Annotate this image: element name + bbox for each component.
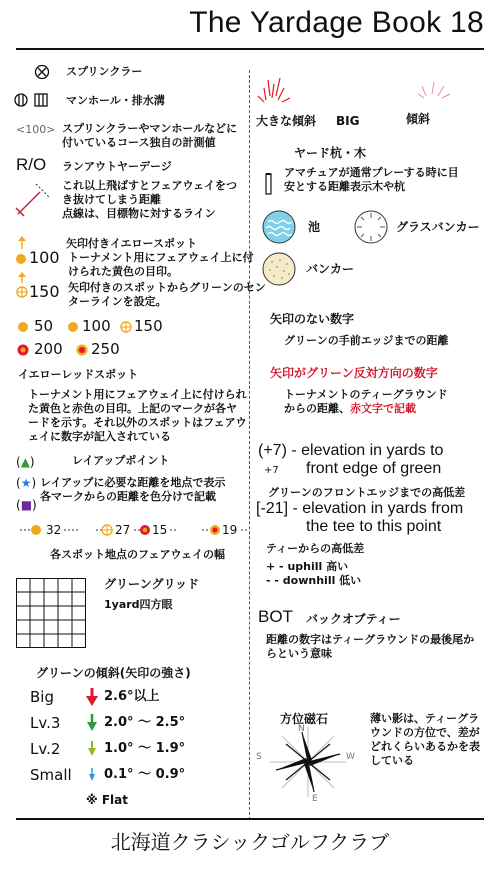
elevation-tee-line-2: the tee to this point <box>306 518 442 535</box>
yr-desc-4: ェイに数字が記入されている <box>28 430 171 443</box>
compass-w: W <box>346 752 355 762</box>
slope-small-name: Small <box>30 766 72 784</box>
arrow-100-label: 100 <box>29 248 60 267</box>
spot-150-label: 150 <box>134 317 163 335</box>
pond-icon <box>262 210 296 244</box>
yellow-red-title: イエローレッドスポット <box>18 368 139 381</box>
ro-desc-3: 点線は、目標物に対するライン <box>62 207 216 220</box>
elevation-green-line-2: front edge of green <box>306 460 442 477</box>
spot-200-label: 200 <box>34 340 63 358</box>
slope-lv2-value: 1.0° ～ 1.9° <box>104 741 186 756</box>
layup-purple-icon: (■) <box>16 498 37 512</box>
uphill-label: + - uphill 高い <box>266 560 349 573</box>
width-15: 15 <box>152 523 168 537</box>
elevation-green-small: +7 <box>264 465 279 476</box>
arrow-desc-2: けられた黄色の目印。 <box>68 265 178 278</box>
footer-rule <box>16 818 484 820</box>
reverse-desc-1: トーナメントのティーグラウンド <box>284 388 448 401</box>
slope-big-name: Big <box>30 688 54 706</box>
layup-desc-2: 各マークからの距離を色分けで記載 <box>40 490 216 503</box>
compass-desc-3: どれくらいあるかを表 <box>370 740 480 753</box>
layup-blue-icon: (★) <box>16 476 37 490</box>
arrow-up-icon <box>16 236 28 250</box>
width-27: 27 <box>115 523 131 537</box>
header-rule <box>16 48 484 50</box>
grass-bunker-icon <box>354 210 388 244</box>
big-label: BIG <box>336 114 360 128</box>
bot-desc-1: 距離の数字はティーグラウンドの最後尾か <box>266 633 475 646</box>
slope-lv3-arrow-icon <box>86 714 98 732</box>
arrow-up-icon <box>16 272 28 284</box>
slope-big-value: 2.6°以上 <box>104 689 160 704</box>
arrow-spot-title: 矢印付きイエロースポット <box>66 237 198 250</box>
compass-desc-2: ウンドの方位で、差が <box>370 726 480 739</box>
width-32: 32 <box>46 523 62 537</box>
runout-line-icon <box>14 180 52 220</box>
layup-title: レイアップポイント <box>72 454 170 467</box>
post-desc-1: アマチュアが通常プレーする時に目 <box>284 166 459 179</box>
page-title: The Yardage Book 18 <box>189 6 484 39</box>
slope-small-value: 0.1° ～ 0.9° <box>104 767 186 782</box>
arrow-150-label: 150 <box>29 282 60 301</box>
slope-big-arrow-icon <box>86 688 98 706</box>
layup-green-icon: (▲) <box>16 455 35 469</box>
crosshair-spot-150-icon <box>120 321 132 333</box>
spot-100-label: 100 <box>82 317 111 335</box>
yr-desc-2: た黄色と赤色の目印。上記のマークが各ヤ <box>28 402 237 415</box>
ro-symbol: R/O <box>16 155 47 174</box>
bunker-label: バンカー <box>306 262 355 276</box>
bot-desc-2: らという意味 <box>266 647 332 660</box>
spot-250-label: 250 <box>91 340 120 358</box>
downhill-label: - - downhill 低い <box>266 574 362 587</box>
elevation-green-desc: グリーンのフロントエッジまでの高低差 <box>268 486 466 499</box>
post-title: ヤード杭・木 <box>294 146 367 160</box>
green-grid-icon <box>16 578 86 648</box>
ro-desc-2: き抜けてしまう距離 <box>62 193 161 206</box>
club-name: 北海道クラシックゴルフクラブ <box>110 830 390 854</box>
elevation-tee-desc: ティーからの高低差 <box>266 542 365 555</box>
red-yellow-spot-250-icon <box>76 344 88 356</box>
pond-label: 池 <box>308 220 321 234</box>
grid-desc: 1yard四方眼 <box>104 598 173 611</box>
reverse-desc-2: からの距離、赤文字で記載 <box>284 402 416 415</box>
compass-desc-4: している <box>370 754 414 767</box>
slope-lv3-name: Lv.3 <box>30 714 61 732</box>
grid-title: グリーングリッド <box>104 577 200 591</box>
noarrow-title: 矢印のない数字 <box>270 312 355 326</box>
bot-title: バックオブティー <box>306 612 401 626</box>
slope-label: 傾斜 <box>406 112 431 126</box>
ro-desc-1: これ以上飛ばすとフェアウェイをつ <box>62 179 238 192</box>
noarrow-desc: グリーンの手前エッジまでの距離 <box>284 334 449 347</box>
slope-bursts-icon <box>258 74 488 110</box>
yellow-spot-100-icon <box>68 322 78 332</box>
yr-desc-1: トーナメント用にフェアウェイ上に付けられ <box>28 388 247 401</box>
bot-symbol: BOT <box>258 607 293 626</box>
arrow-desc-1: トーナメント用にフェアウェイ上に付 <box>68 251 254 264</box>
compass-title: 方位磁石 <box>280 712 329 726</box>
slope-lv2-arrow-icon <box>86 741 98 757</box>
arrow-desc-4: ターラインを設定。 <box>68 295 167 308</box>
sprinkler-label: スプリンクラー <box>66 65 143 78</box>
slope-lv3-value: 2.0° ～ 2.5° <box>104 715 186 730</box>
crosshair-spot-icon <box>16 286 28 298</box>
width-19: 19 <box>222 523 238 537</box>
column-divider <box>249 70 250 820</box>
yellow-spot-50-icon <box>18 322 28 332</box>
measure-desc-2: 付いているコース独自の計測値 <box>62 136 216 149</box>
big-slope-label: 大きな傾斜 <box>256 114 317 128</box>
layup-desc-1: レイアップに必要な距離を地点で表示 <box>40 476 226 489</box>
yr-desc-3: ードを示す。それ以外のスポットはフェアウ <box>28 416 247 429</box>
measure-code: <100> <box>16 123 56 136</box>
measure-desc-1: スプリンクラーやマンホールなどに <box>62 122 238 135</box>
compass-s: S <box>256 752 262 762</box>
compass-e: E <box>312 794 318 804</box>
red-yellow-spot-200-icon <box>17 344 29 356</box>
manhole-label: マンホール・排水溝 <box>66 94 165 107</box>
yard-post-icon <box>264 168 274 196</box>
width-desc: 各スポット地点のフェアウェイの幅 <box>50 548 226 561</box>
elevation-tee-line-1: [-21] - elevation in yards from <box>256 500 464 517</box>
post-desc-2: 安とする距離表示木や杭 <box>284 180 405 193</box>
slope-small-arrow-icon <box>87 768 97 782</box>
compass-icon <box>258 722 358 802</box>
yellow-spot-icon <box>16 254 26 264</box>
bunker-icon <box>262 252 296 286</box>
elevation-green-line-1: (+7) - elevation in yards to <box>258 442 444 459</box>
reverse-title: 矢印がグリーン反対方向の数字 <box>270 366 438 380</box>
slope-title: グリーンの傾斜(矢印の強さ) <box>36 666 191 680</box>
flat-label: ※ Flat <box>86 793 128 807</box>
compass-desc-1: 薄い影は、ティーグラ <box>370 712 480 725</box>
sprinkler-icon <box>34 64 50 80</box>
slope-lv2-name: Lv.2 <box>30 740 61 758</box>
spot-50-label: 50 <box>34 317 54 335</box>
manhole-icon <box>14 92 48 108</box>
arrow-desc-3: 矢印付きのスポットからグリーンのセン <box>68 281 266 294</box>
compass-n: N <box>298 724 305 734</box>
grass-bunker-label: グラスバンカー <box>396 220 480 234</box>
ro-title: ランアウトヤーデージ <box>62 160 172 173</box>
